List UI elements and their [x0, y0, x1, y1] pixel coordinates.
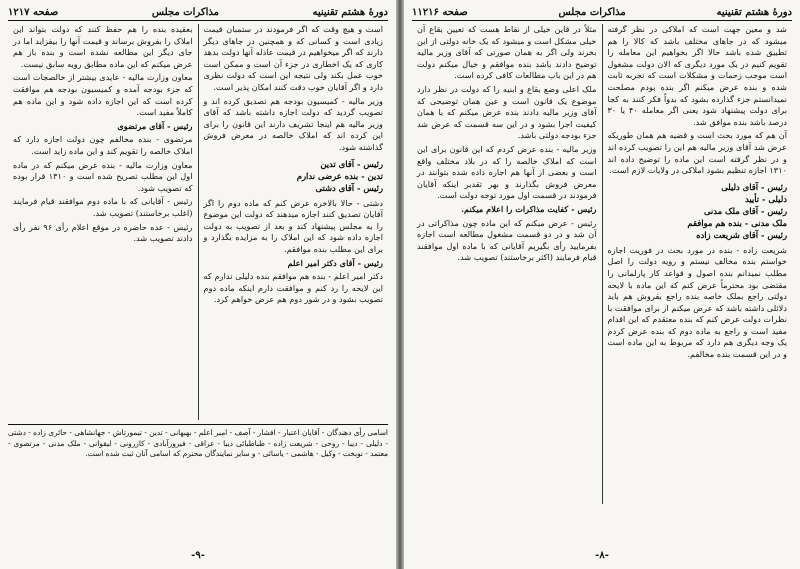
paragraph: دکتر امیر اعلم - بنده هم موافقم بنده دلیلی ندارم که این لایحه را رد کنم و موافقت دارم اینکه ماده دوم تصویب بشود و در شور دوم هم عرض خواهم کرد.	[203, 271, 383, 305]
left-page-header	[8, 4, 388, 21]
paragraph: است و هیچ وقت که اگر فرمودند در ستمبان قیمت زیادی است و کسانی که و همچنین در جاهای دیگر دارند که اگر میخواهیم در قیمت عادله آنها دولت بدهد کاری که یک اخطاری در جزء آن است و ممکن است خوب عمل بکند ولی نتیجه این است که دولت نظری دارد و اگر آقایان خوب دقت کنند امکان پذیر است.	[203, 24, 383, 92]
paragraph: مرتضوی - بنده مخالفم چون دولت اجازه دارد که املاک خالصه را تقویم کند و این ماده زاید است.	[13, 134, 193, 156]
paragraph: آن هم که مورد بحث است و قضیه هم همان طوریکه عرض شد آقای وزیر مالیه هم این را تصویب کرده اند و در نظر گرفته است این ماده را توضیح داده اند ۱۳۱۰ اجازه تنظیم بشود املاکی در ولایات لازم است.	[607, 130, 787, 176]
header-title: مذاکرات مجلس	[558, 6, 626, 18]
speaker-line: رئیس - آقای دکتر امیر اعلم	[287, 257, 383, 268]
speaker-line: تدین - بنده عرضی ندارم	[296, 170, 383, 181]
speaker-line: دلیلی - تأیید	[744, 193, 787, 204]
paragraph: ملک اعلی وضع بقاع و ابنیه را که دولت در نظر دارد موضوع یک قانون است و عین همان توضیحی که آقای وزیر مالیه دادند بنده عرض میکنم که با همان کیفیت اجرا بشود و در این سه قسمت که عرض شد جزء بودجه دولتی باشد.	[417, 83, 597, 141]
right-col-1	[603, 24, 793, 504]
paragraph: معاون وزارت مالیه - عایدی بیشتر از خالصجات است که جزء بودجه آمده و کمیسیون بودجه هم موافقت کرده است که این اجازه داده شود و این ماده هم کاملاً مفید است.	[13, 72, 193, 118]
speaker-line: رئیس - کفایت مذاکرات را اعلام میکنم.	[461, 203, 597, 214]
speaker-line: رئیس - آقای تدین	[320, 158, 383, 169]
paragraph: رئیس - عده حاضره در موقع اعلام رأی ۹۶ نفر رأی دادند تصویب شد.	[13, 221, 193, 244]
speaker-line: رئیس - آقای شریعت زاده	[696, 229, 787, 240]
paragraph: مثلاً در قاین خیلی از نقاط هست که تعیین بقاع آن خیلی مشکل است و میشود که یک خانه دولتی از این بخرند ولی اگر به همان صورتی که آقای وزیر مالیه توضیح دادند باشد بنده موافقم و خیال میکنم دولت هم در این باب مطالعات کافی کرده است.	[417, 24, 597, 81]
session-label: دورهٔ هشتم تقنینیه	[312, 6, 388, 18]
left-col-1	[199, 24, 389, 420]
paragraph: شد و معین جهت است که املاکی در نظر گرفته میشود که در جاهای مختلف باشد که کالا را هم تطبیق شده باشد حالا اگر بخواهیم این معامله را تقویم کنیم در یک مورد دیگری که الان دولت مشغول است موجب زحمات و مشکلات است که تجربه ثابت شده و بنده عرض میکنم اگر بنده بودم مصلحت نمیدانستم جزء گذارده بشود که بدواً فکر کنند به کجا برای دولت پیشنهاد شود یعنی اگر معامله ۴۰ یا ۳۰ درصد باشد بنده موافق شد.	[607, 24, 787, 127]
book-gutter	[396, 0, 404, 569]
paragraph: وزیر مالیه - کمیسیون بودجه هم تصدیق کرده اند و تصویب گردید که دولت اجازه داشته باشد که آقای وزیر مالیه هم اینجا تشریف دارند این قانون را برای این کرده اند که املاک خالصه در معرض فروش گذاشته شود.	[203, 95, 383, 152]
left-page	[0, 0, 396, 569]
paragraph: وزیر مالیه - بنده عرض کردم که این قانون برای این است که املاک خالصه را که در بلاد مختلف واقع است و بعضی از آنها هم اجاره داده شده بتوانند در معرض فروش بگذارند و بهر تقدیر اینکه آقایان فرمودند در قسمت اول مورد توجه دولت است.	[417, 143, 597, 201]
speaker-line: رئیس - آقای مرتضوی	[117, 120, 193, 131]
speaker-line: رئیس - آقای دلیلی	[721, 181, 787, 192]
paragraph: رئیس - عرض میکنم که این ماده چون مذاکراتی در آن شد و در دو قسمت مشغول مطالعه است اجازه بفرمایید رأی بگیریم آقایانی که با ماده اول موافقند قیام فرمایند (اکثر برخاستند) تصویب شد.	[417, 217, 597, 263]
speaker-list	[204, 158, 384, 194]
page-label: صفحه ۱۲۱۷	[8, 6, 59, 18]
paragraph: شریعت زاده - بنده در مورد بحث در فوریت اجازه خواستم بنده مخالف نیستم و رویه دولت را اصل مطلب نمیدانم بنده اصول و قواعد کار پارلمانی را مقتضی بود محترماً عرض کنم که این ماده با لایحه دولتی راجع بملک خاصه بنده راجع بفروش هم باید دلائلی داشته باشد که عرض میکنم از برای موافقت با نظرات دولت عرض کنم که بنده معتقدم که این اقدام مفید است و راجع به ماده دوم که بنده عرض کردم یک وجه دیگری هم دارد که مربوط به این ماده است و در این قسمت بنده مخالفم.	[607, 244, 787, 360]
paragraph: معاون وزارت مالیه - بنده عرض میکنم که در ماده اول این مطلب تصریح شده است و ۱۳۱۰ قرار بوده که تصویب شود.	[13, 159, 193, 193]
speaker-line: رئیس - آقای ملک مدنی	[703, 205, 787, 216]
paragraph: دشتی - حالا بالاخره عرض کنم که ماده دوم را اگر آقایان تصدیق کنند اجازه میدهند که دولت این موضوع را به مجلس پیشنهاد کند و بعد از تصویب به دولت اجازه داده شود که این املاک را به مزایده بگذارد و برای این مطلب بنده موافقم.	[203, 197, 383, 254]
page-number: -۸-	[595, 550, 609, 561]
left-page-columns	[8, 24, 388, 420]
page-label: صفحه ۱۱۲۱۶	[412, 6, 468, 18]
speaker-line: ملک مدنی - بنده هم موافقم	[687, 217, 787, 228]
left-col-2	[8, 24, 199, 420]
paragraph: رئیس - آقایانی که با ماده دوم موافقند قیام فرمایند (اغلب برخاستند) تصویب شد.	[13, 196, 193, 218]
right-page	[404, 0, 800, 569]
page-number: -۹-	[191, 550, 205, 561]
right-page-columns	[412, 24, 792, 504]
speaker-list	[608, 181, 788, 241]
speaker-line: رئیس - آقای دشتی	[315, 182, 383, 193]
right-page-header	[412, 4, 792, 21]
paragraph: بعقیده بنده را هم حفظ کنند که دولت بتواند این املاک را بفروش برساند و قیمت آنها را بیفزاید اما در جای دیگر این مطالعه نشده است و بنده باز هم عرض میکنم که این ماده مطابق رویه سابق نیست.	[13, 24, 193, 69]
right-col-2	[412, 24, 603, 504]
header-title: مذاکرات مجلس	[151, 6, 220, 18]
session-label: دورهٔ هشتم تقنینیه	[716, 6, 792, 18]
footnote-voters: اسامی رأی دهندگان - آقایان اعتبار - افشار - آصف - امیر اعلم - بهبهانی - تدین - تیمورتاش - جهانشاهی - حائری زاده - دشتی - دلیلی - دیبا - روحی - شریعت زاده - طباطبائی دیبا - عراقی - فیروزآبادی - کازرونی - لیقوانی - ملک مدنی - مرتضوی - معتمد - نوبخت - وکیل - هاشمی - یاسائی - و سایر نمایندگان محترم که اسامی آنان ثبت شده است.	[8, 424, 388, 538]
